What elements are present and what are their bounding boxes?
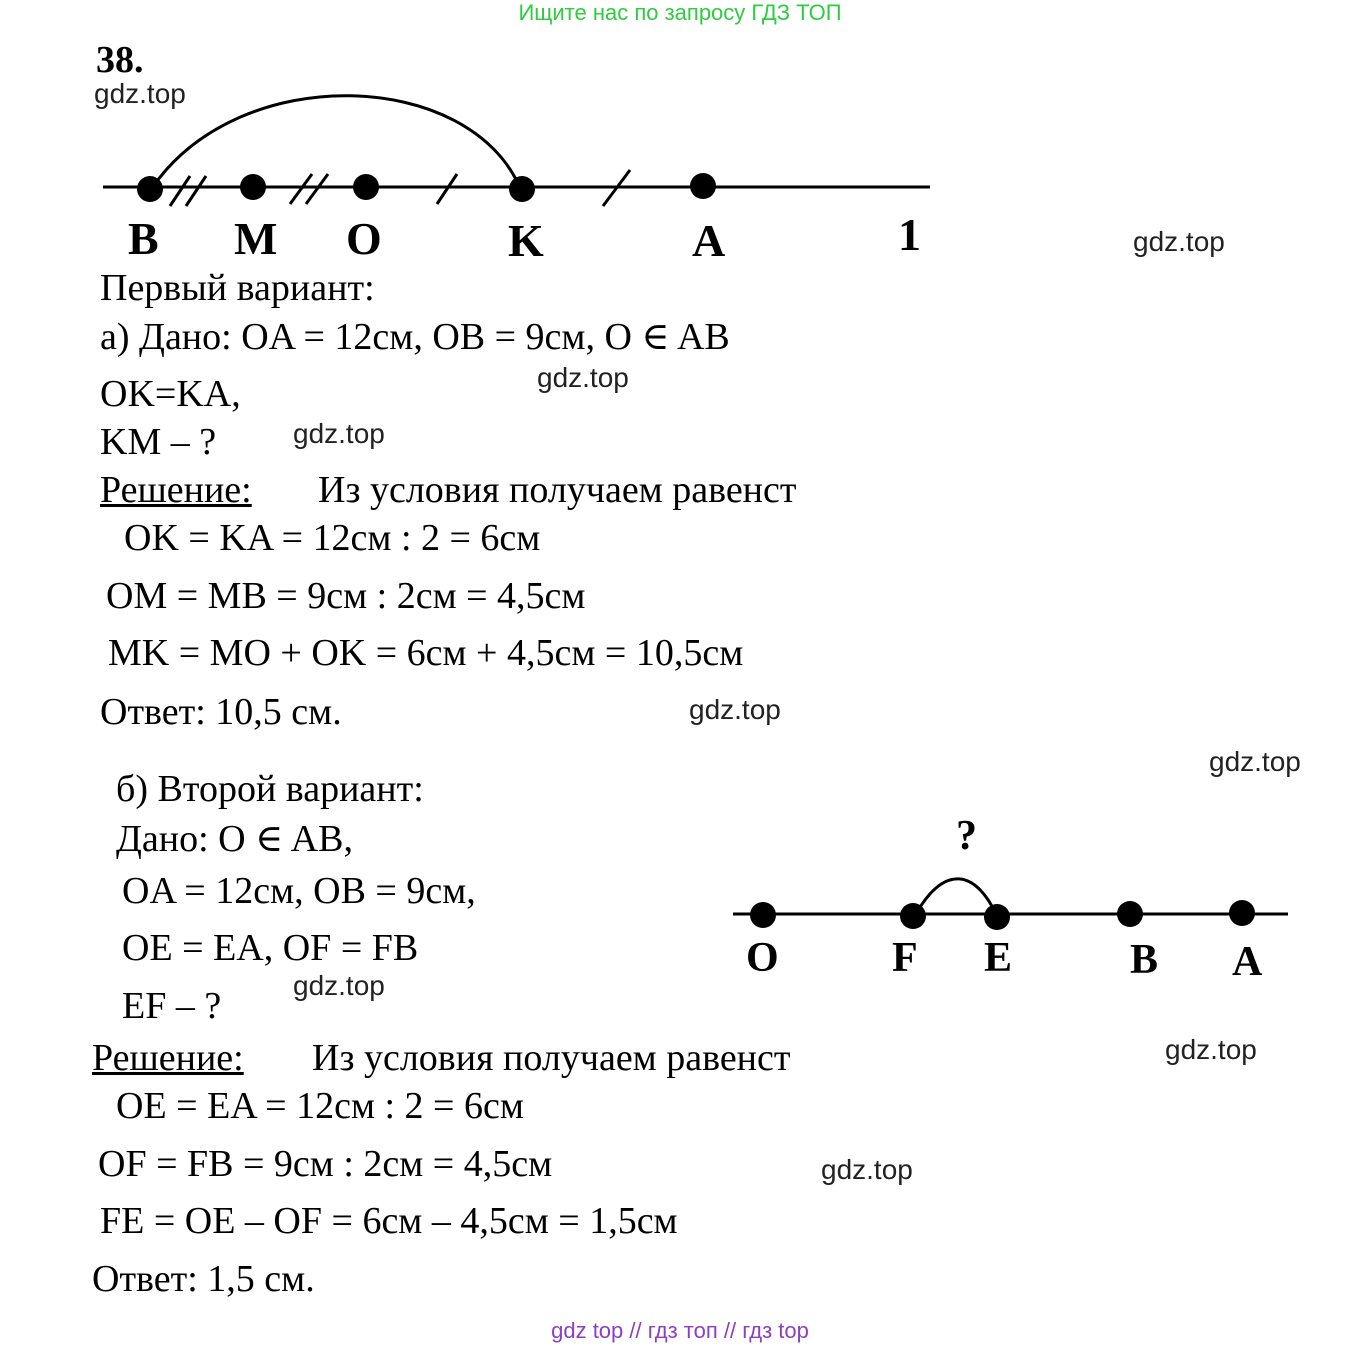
variant1-given-2: OK=KA,	[100, 373, 241, 415]
variant2-step-3: FE = OE – OF = 6см – 4,5см = 1,5см	[100, 1200, 678, 1242]
variant2-answer: Ответ: 1,5 см.	[92, 1258, 315, 1300]
label-1: 1	[898, 209, 921, 260]
variant1-given-1: а) Дано: OA = 12см, OB = 9см, O ∈ AB	[100, 316, 730, 358]
variant1-answer: Ответ: 10,5 см.	[100, 691, 342, 733]
watermark: gdz.top	[293, 418, 385, 449]
point-e	[984, 904, 1010, 930]
arc-f-e	[917, 879, 996, 914]
label-k: K	[508, 215, 544, 266]
label-f: F	[892, 935, 918, 981]
watermark: gdz.top	[293, 970, 385, 1001]
label-m: M	[234, 213, 278, 264]
variant2-given-3: OE = EA, OF = FB	[122, 927, 419, 969]
point-f	[900, 903, 926, 929]
point-a-2	[1229, 900, 1255, 926]
watermark: gdz.top	[1165, 1034, 1257, 1065]
label-b-2: B	[1130, 937, 1159, 983]
variant1-heading: Первый вариант:	[100, 267, 375, 309]
point-b-2	[1117, 901, 1143, 927]
bottom-banner[interactable]: gdz top // гдз топ // гдз top	[551, 1318, 809, 1343]
watermark: gdz.top	[1209, 746, 1301, 777]
variant1-find: KM – ?	[100, 421, 217, 463]
point-o-2	[750, 902, 776, 928]
watermark: gdz.top	[537, 362, 629, 393]
watermark: gdz.top	[94, 78, 186, 109]
variant1-step-2: OM = MB = 9см : 2см = 4,5см	[106, 575, 586, 617]
tick-ok	[437, 174, 457, 204]
label-o: O	[346, 213, 382, 264]
variant1-step-3: MK = MO + OK = 6см + 4,5см = 10,5см	[108, 632, 744, 674]
label-b: B	[128, 213, 159, 264]
label-question: ?	[956, 813, 977, 859]
variant2-step-2: OF = FB = 9см : 2см = 4,5см	[98, 1143, 553, 1185]
label-a-2: A	[1232, 939, 1263, 985]
arc-b-k	[152, 96, 520, 188]
top-banner: Ищите нас по запросу ГДЗ ТОП	[518, 0, 842, 25]
label-a: A	[692, 215, 726, 266]
variant2-find: EF – ?	[122, 985, 222, 1027]
variant1-solution-intro: Из условия получаем равенст	[318, 469, 797, 511]
label-e: E	[984, 935, 1013, 981]
tick-bm-2	[186, 176, 206, 206]
variant2-given-2: OA = 12см, OB = 9см,	[122, 870, 476, 912]
label-o-2: O	[746, 935, 779, 981]
point-b	[137, 176, 163, 202]
variant2-given-1: Дано: O ∈ AB,	[116, 818, 353, 860]
watermark: gdz.top	[689, 694, 781, 725]
point-k	[509, 176, 535, 202]
variant1-solution-label: Решение:	[100, 469, 252, 511]
variant2-solution-label: Решение:	[92, 1037, 244, 1079]
variant1-step-1: OK = KA = 12см : 2 = 6см	[124, 517, 541, 559]
watermark: gdz.top	[1133, 226, 1225, 257]
point-o	[353, 174, 379, 200]
point-m	[240, 174, 266, 200]
variant2-heading: б) Второй вариант:	[116, 768, 424, 810]
variant2-step-1: OE = EA = 12см : 2 = 6см	[116, 1085, 524, 1127]
problem-number: 38.	[96, 39, 144, 81]
point-a	[690, 173, 716, 199]
watermark: gdz.top	[821, 1154, 913, 1185]
variant2-solution-intro: Из условия получаем равенст	[312, 1037, 791, 1079]
tick-bm-1	[170, 176, 190, 206]
